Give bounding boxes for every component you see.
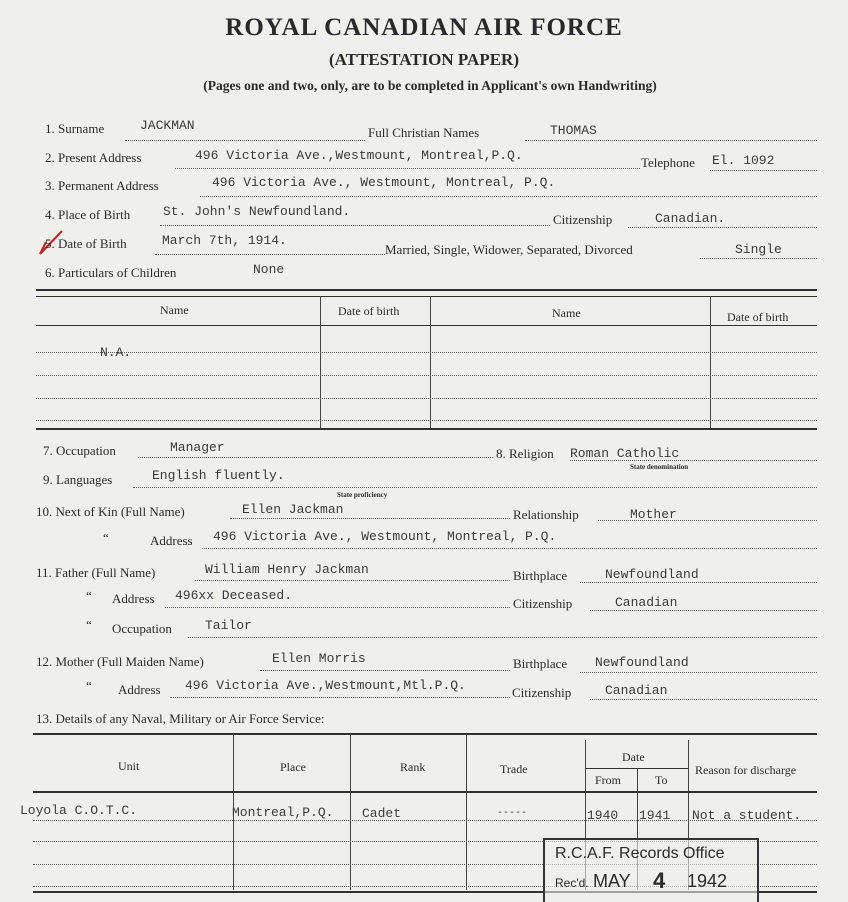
service-row-place: Montreal,P.Q. (232, 805, 334, 820)
citizenship-value: Canadian. (655, 211, 726, 226)
mother-value: Ellen Morris (272, 651, 366, 666)
document-subtitle: (ATTESTATION PAPER) (328, 50, 519, 69)
citizenship-label: Citizenship (553, 212, 613, 227)
languages-hint: State proficiency (337, 491, 388, 499)
permanent-address-label: 3. Permanent Address (45, 178, 159, 193)
instructions-note: (Pages one and two, only, are to be completed in Applicant's own Handwriting) (203, 78, 657, 93)
records-office-stamp (543, 838, 759, 902)
marital-status-label: Married, Single, Widower, Separated, Divorced (385, 242, 633, 257)
service-row-rank: Cadet (362, 806, 402, 821)
next-of-kin-address-value: 496 Victoria Ave., Westmount, Montreal, P.Q. (213, 529, 557, 544)
telephone-label: Telephone (641, 155, 695, 170)
service-row-from: 1940 (587, 808, 619, 823)
service-header-unit: Unit (118, 759, 140, 773)
religion-hint: State denomination (630, 463, 689, 471)
mother-label: 12. Mother (Full Maiden Name) (36, 654, 204, 669)
children-label: 6. Particulars of Children (45, 265, 177, 280)
christian-names-label: Full Christian Names (368, 125, 480, 140)
children-row-name: N.A. (100, 345, 132, 360)
relationship-value: Mother (630, 507, 677, 522)
father-citizenship-label: Citizenship (513, 596, 573, 611)
present-address-value: 496 Victoria Ave.,Westmount, Montreal,P.Q. (195, 148, 523, 163)
mother-citizenship-value: Canadian (605, 683, 668, 698)
service-row-unit: Loyola C.O.T.C. (20, 803, 138, 818)
occupation-value: Manager (170, 440, 225, 455)
service-row-trade: ----- (497, 808, 528, 819)
ditto-mark: “ (86, 678, 92, 693)
service-row-reason: Not a student. (692, 808, 802, 823)
marital-status-value: Single (735, 242, 782, 257)
children-header-dob-1: Date of birth (338, 304, 400, 318)
languages-label: 9. Languages (43, 472, 113, 487)
christian-names-value: THOMAS (550, 123, 597, 138)
surname-label: 1. Surname (45, 121, 105, 136)
service-header-rank: Rank (400, 760, 426, 774)
stamp-recd: Rec'd. (555, 876, 589, 890)
religion-value: Roman Catholic (570, 446, 680, 461)
place-of-birth-label: 4. Place of Birth (45, 207, 131, 222)
father-birthplace-value: Newfoundland (605, 567, 699, 582)
children-header-name-2: Name (552, 306, 581, 320)
next-of-kin-address-label: Address (150, 533, 193, 548)
surname-value: JACKMAN (140, 118, 195, 133)
document-title: ROYAL CANADIAN AIR FORCE (225, 14, 623, 41)
mother-address-value: 496 Victoria Ave.,Westmount,Mtl.P.Q. (185, 678, 466, 693)
service-header-place: Place (280, 760, 306, 774)
place-of-birth-value: St. John's Newfoundland. (163, 204, 351, 219)
telephone-value: El. 1092 (712, 153, 775, 168)
languages-value: English fluently. (152, 468, 285, 483)
next-of-kin-label: 10. Next of Kin (Full Name) (36, 504, 185, 519)
mother-address-label: Address (118, 682, 161, 697)
children-value: None (253, 262, 285, 277)
mother-citizenship-label: Citizenship (512, 685, 572, 700)
service-header-from: From (595, 773, 622, 787)
father-citizenship-value: Canadian (615, 595, 678, 610)
ditto-mark: “ (103, 530, 109, 545)
present-address-label: 2. Present Address (45, 150, 142, 165)
father-occupation-value: Tailor (205, 618, 252, 633)
relationship-label: Relationship (513, 507, 579, 522)
service-header-reason: Reason for discharge (695, 763, 797, 777)
children-header-dob-2: Date of birth (727, 310, 789, 324)
stamp-office: R.C.A.F. Records Office (555, 845, 725, 862)
father-value: William Henry Jackman (205, 562, 369, 577)
ditto-mark: “ (86, 617, 92, 632)
date-of-birth-value: March 7th, 1914. (162, 233, 287, 248)
father-birthplace-label: Birthplace (513, 568, 568, 583)
service-header-trade: Trade (500, 762, 528, 776)
stamp-day: 4 (653, 868, 666, 893)
father-occupation-label: Occupation (112, 621, 172, 636)
service-row-to: 1941 (639, 808, 671, 823)
service-label: 13. Details of any Naval, Military or Air Force Service: (36, 711, 325, 726)
date-of-birth-label: 5. Date of Birth (45, 236, 127, 251)
stamp-year: 1942 (687, 871, 728, 891)
mother-birthplace-label: Birthplace (513, 656, 568, 671)
occupation-label: 7. Occupation (43, 443, 116, 458)
service-header-date: Date (622, 750, 645, 764)
next-of-kin-value: Ellen Jackman (242, 502, 344, 517)
father-label: 11. Father (Full Name) (36, 565, 156, 580)
father-address-label: Address (112, 591, 155, 606)
religion-label: 8. Religion (496, 446, 554, 461)
children-header-name-1: Name (160, 303, 189, 317)
service-header-to: To (655, 773, 668, 787)
ditto-mark: “ (86, 588, 92, 603)
mother-birthplace-value: Newfoundland (595, 655, 689, 670)
father-address-value: 496xx Deceased. (175, 588, 293, 603)
stamp-month: MAY (593, 871, 631, 891)
permanent-address-value: 496 Victoria Ave., Westmount, Montreal, P.Q. (212, 175, 556, 190)
